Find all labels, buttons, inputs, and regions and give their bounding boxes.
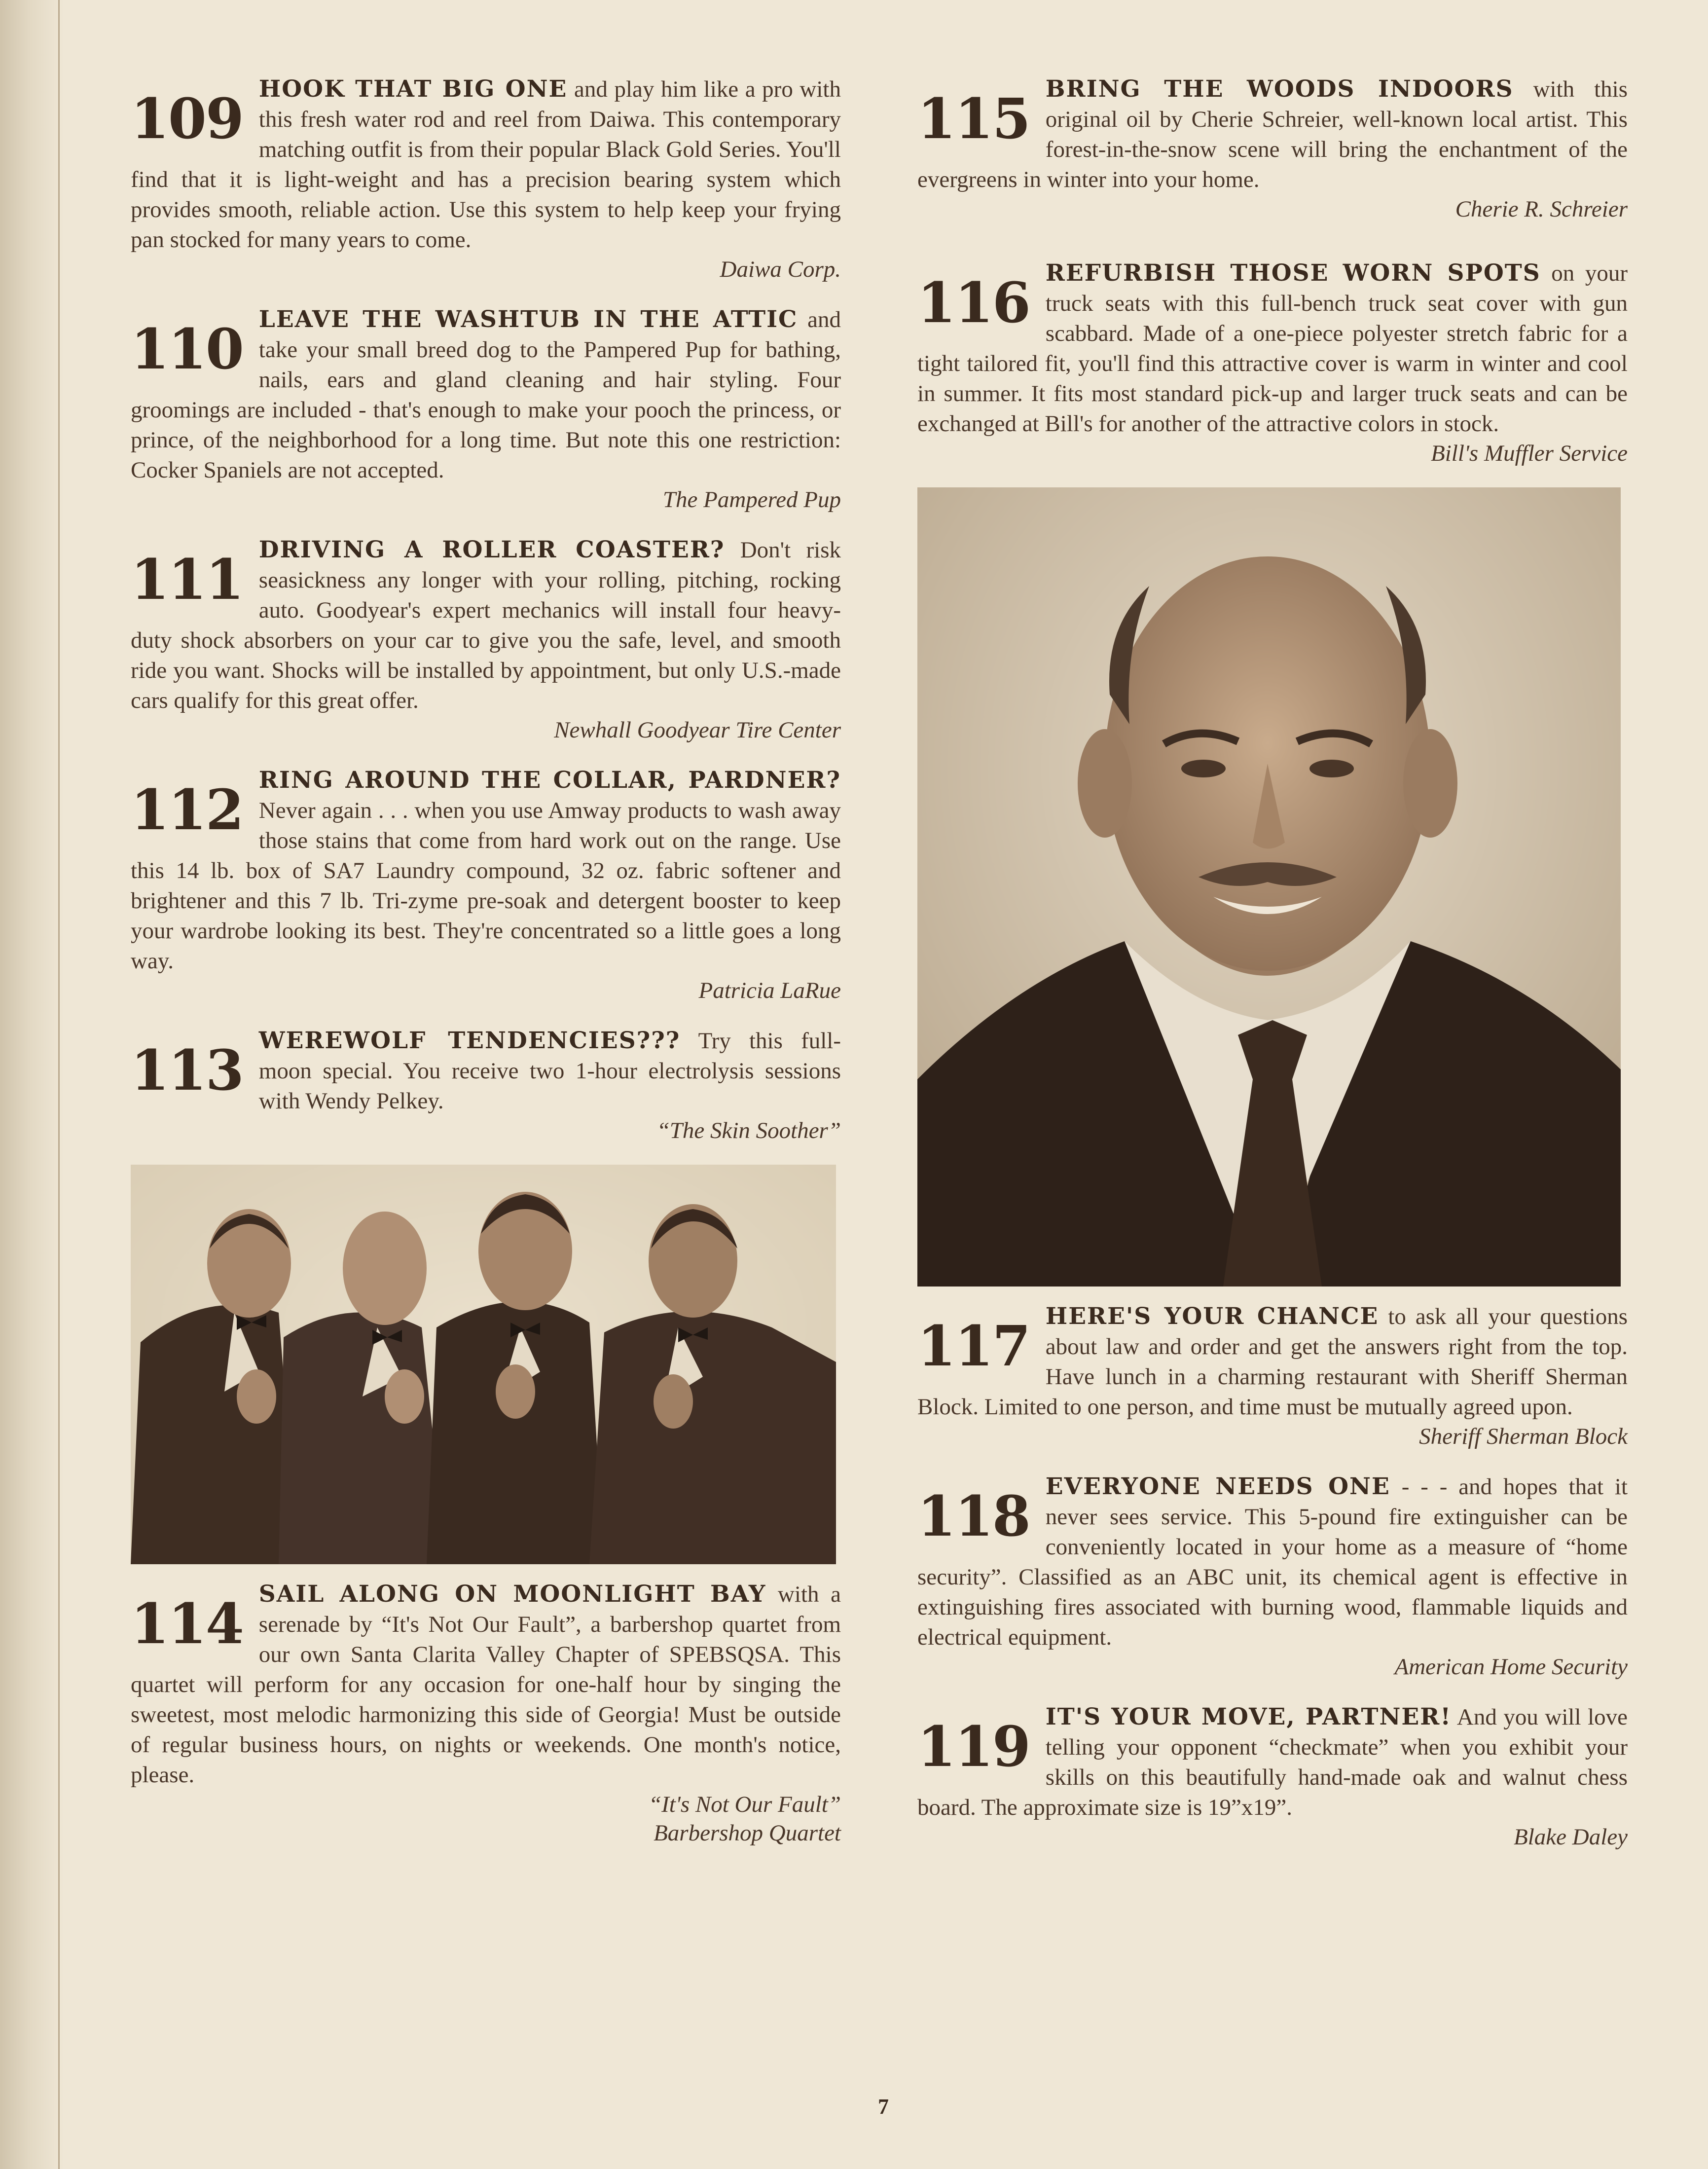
page-spine-shadow xyxy=(0,0,64,2169)
item-headline: DRIVING A ROLLER COASTER? xyxy=(258,536,725,563)
item-headline: HERE'S YOUR CHANCE xyxy=(1045,1303,1379,1330)
item-text: Don't risk seasickness any longer with your rolling, pitching, rocking auto. Goodyear's expert mechanics will install four heavy-duty shock absorbers on your car to give you the safe, level, and smooth ride you want. Shocks will be installed by appointment, but only U.S.-made cars qualify for this great offer. xyxy=(131,537,841,713)
left-column xyxy=(131,74,841,1847)
item-headline: LEAVE THE WASHTUB IN THE ATTIC xyxy=(258,306,798,333)
page-number: 7 xyxy=(878,2095,889,2119)
sheriff-portrait-photo xyxy=(917,487,1621,1287)
item-118 xyxy=(917,1471,1628,1681)
item-text: - - - and hopes that it never sees service. This 5-pound fire extinguisher can be conveniently located in your home as a measure of “home security”. Classified as an ABC unit, its chemical agent is effective in extinguishing fires associated with burning wood, flammable liquids and electrical equipment. xyxy=(917,1474,1628,1650)
item-116 xyxy=(917,258,1628,468)
item-number: 112 xyxy=(131,778,243,843)
item-111 xyxy=(131,535,841,744)
item-number: 111 xyxy=(131,548,243,612)
item-headline: SAIL ALONG ON MOONLIGHT BAY xyxy=(258,1581,766,1608)
item-headline: WEREWOLF TENDENCIES??? xyxy=(258,1027,681,1054)
item-text: with a serenade by “It's Not Our Fault”, a barbershop quartet from our own Santa Clarita Valley Chapter of SPEBSQSA. This quartet will perform for any occasion for one-half hour by singing the sweetest, most melodic harmonizing this side of Georgia! Must be outside of regular business hours, on nights or weekends. One month's notice, please. xyxy=(131,1581,841,1788)
item-donor: “The Skin Soother” xyxy=(656,1118,841,1143)
item-donor: Newhall Goodyear Tire Center xyxy=(554,717,841,743)
item-text: on your truck seats with this full-bench truck seat cover with gun scabbard. Made of a one-piece polyester stretch fabric for a tight tailored fit, you'll find this attractive cover is warm in winter and cool in summer. It fits most standard pick-up and larger truck seats and can be exchanged at Bill's for another of the attractive colors in stock. xyxy=(917,260,1628,437)
item-text: and take your small breed dog to the Pampered Pup for bathing, nails, ears and gland cleaning and hair styling. Four groomings are included - that's enough to make your pooch the princess, or prince, of the neighborhood for a long time. But note this one restriction: Cocker Spaniels are not accepted. xyxy=(131,307,841,483)
item-109 xyxy=(131,74,841,284)
item-donor: American Home Security xyxy=(1394,1654,1628,1680)
item-114 xyxy=(131,1579,841,1847)
item-donor: “It's Not Our Fault” xyxy=(648,1792,841,1817)
item-donor: Bill's Muffler Service xyxy=(1431,441,1628,466)
item-113 xyxy=(131,1026,841,1145)
item-donor: Blake Daley xyxy=(1514,1824,1628,1850)
portrait-illustration xyxy=(917,487,1621,1287)
quartet-illustration xyxy=(131,1165,836,1564)
item-number: 113 xyxy=(131,1038,243,1103)
item-number: 119 xyxy=(917,1715,1030,1779)
item-headline: RING AROUND THE COLLAR, PARDNER? xyxy=(258,767,841,794)
item-headline: REFURBISH THOSE WORN SPOTS xyxy=(1045,259,1541,287)
item-headline: IT'S YOUR MOVE, PARTNER! xyxy=(1045,1703,1452,1730)
item-text: with this original oil by Cherie Schreier, well-known local artist. This forest-in-the-snow scene will bring the enchantment of the evergreens in winter into your home. xyxy=(917,76,1628,192)
item-number: 118 xyxy=(917,1484,1030,1549)
item-donor: The Pampered Pup xyxy=(662,487,841,513)
item-119 xyxy=(917,1702,1628,1851)
right-column xyxy=(917,74,1628,1851)
item-donor-line2: Barbershop Quartet xyxy=(654,1820,841,1846)
item-number: 117 xyxy=(917,1314,1030,1379)
item-headline: HOOK THAT BIG ONE xyxy=(258,75,568,103)
item-text: Never again . . . when you use Amway products to wash away those stains that come from hard work out on the range. Use this 14 lb. box of SA7 Laundry compound, 32 oz. fabric softener and brightener and this 7 lb. Tri-zyme pre-soak and detergent booster to keep your wardrobe looking its best. They're concentrated so a little goes a long way. xyxy=(131,798,841,974)
item-headline: BRING THE WOODS INDOORS xyxy=(1045,75,1514,103)
item-110 xyxy=(131,304,841,514)
item-text: to ask all your questions about law and order and get the answers right from the top. Have lunch in a charming restaurant with Sheriff Sherman Block. Limited to one person, and time must be mutually agreed upon. xyxy=(917,1304,1628,1420)
item-117 xyxy=(917,1301,1628,1451)
item-text: Try this full-moon special. You receive two 1-hour electrolysis sessions with Wendy Pelkey. xyxy=(258,1028,841,1114)
binding-line xyxy=(58,0,60,2169)
item-donor: Cherie R. Schreier xyxy=(1455,196,1628,222)
barbershop-quartet-photo xyxy=(131,1165,836,1564)
item-number: 115 xyxy=(917,87,1030,151)
item-text: And you will love telling your opponent “checkmate” when you exhibit your skills on this beautifully hand-made oak and walnut chess board. The approximate size is 19”x19”. xyxy=(917,1704,1628,1820)
item-donor: Patricia LaRue xyxy=(698,978,841,1003)
item-text: and play him like a pro with this fresh water rod and reel from Daiwa. This contemporary matching outfit is from their popular Black Gold Series. You'll find that it is light-weight and has a precision bearing system which provides smooth, reliable action. Use this system to help keep your frying pan stocked for many years to come. xyxy=(131,76,841,253)
item-number: 114 xyxy=(131,1592,243,1656)
item-donor: Sheriff Sherman Block xyxy=(1419,1424,1628,1449)
item-number: 109 xyxy=(131,87,243,151)
item-number: 110 xyxy=(131,317,243,382)
item-donor: Daiwa Corp. xyxy=(720,257,841,282)
item-115 xyxy=(917,74,1628,223)
item-number: 116 xyxy=(917,271,1030,335)
item-112 xyxy=(131,765,841,1005)
item-headline: EVERYONE NEEDS ONE xyxy=(1045,1473,1390,1500)
